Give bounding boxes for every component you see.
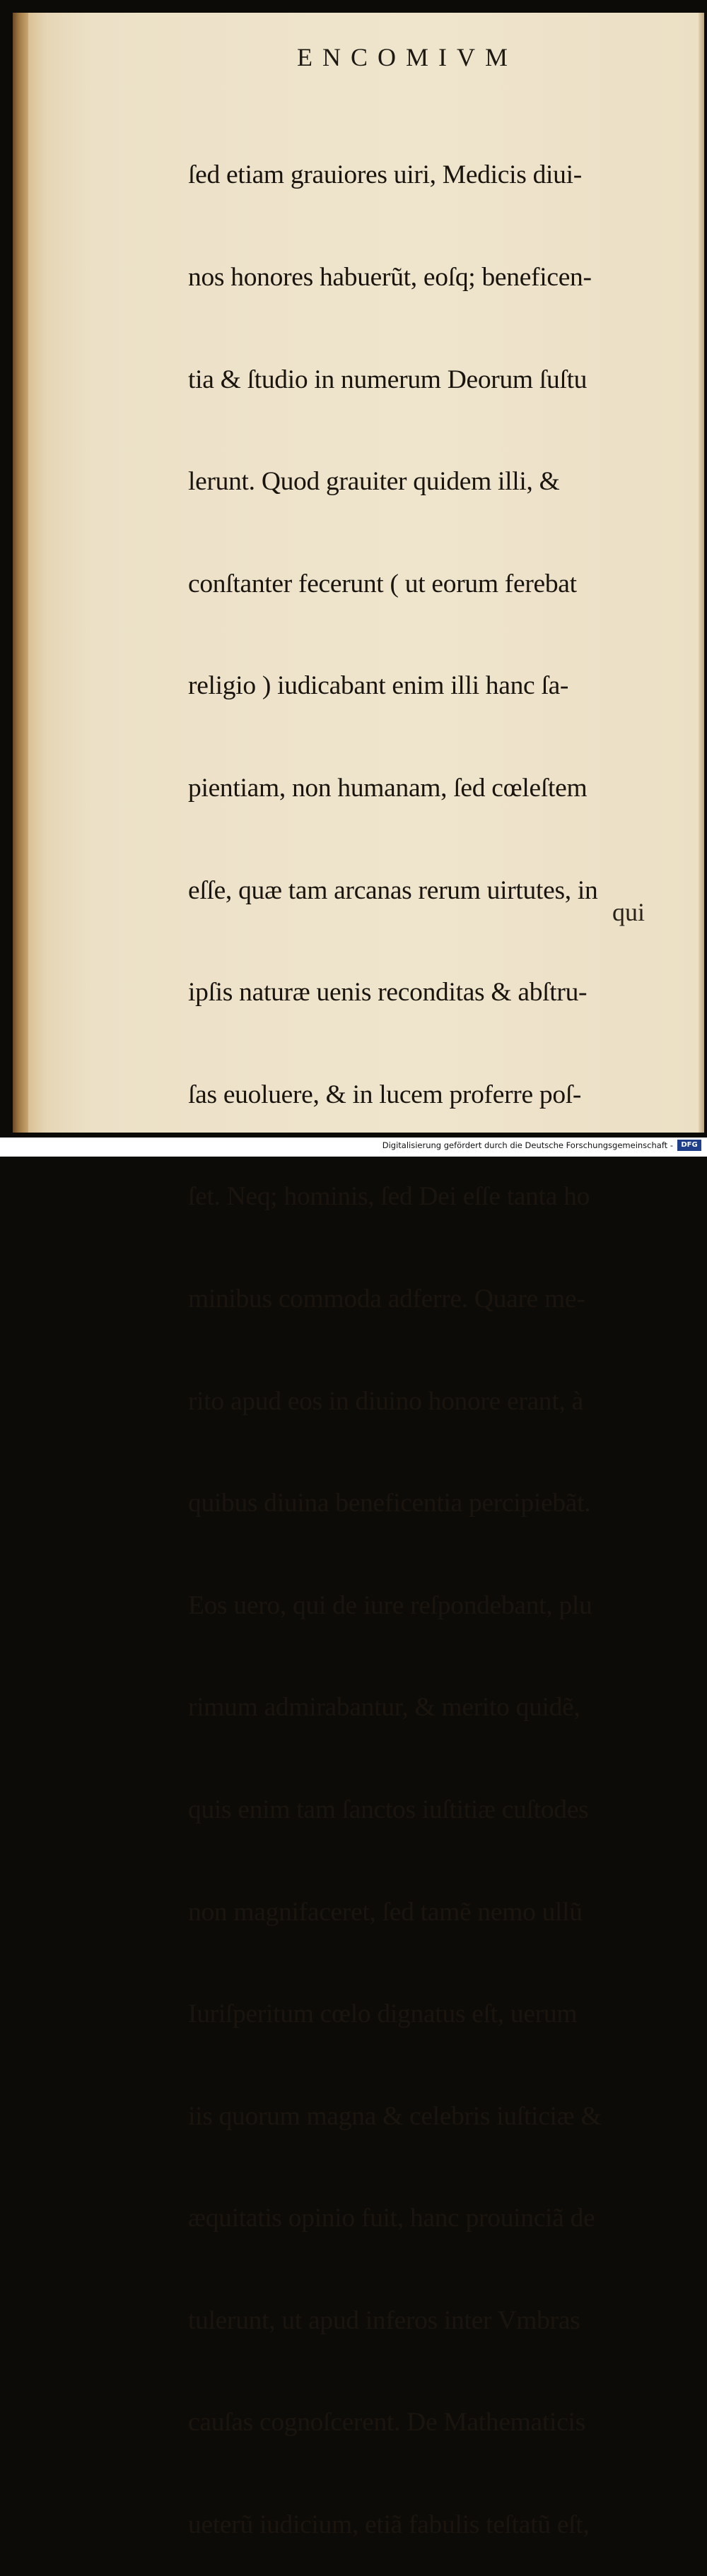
catchword: qui (612, 898, 645, 926)
text-line: Eos uero, qui de iure reſpondebant, plu (188, 1590, 592, 1620)
text-line: cauſas cognoſcerent. De Mathematicis (188, 2408, 585, 2438)
text-line: nos honores habuerũt, eoſq; beneficen- (188, 263, 592, 292)
text-line: Iuriſperitum cœlo dignatus eſt, uerum (188, 1999, 578, 2029)
page-edge (699, 13, 704, 1133)
book-spine (13, 13, 28, 1133)
text-line: iis quorum magna & celebris iuſticiæ & (188, 2101, 602, 2131)
text-line: ſed etiam grauiores uiri, Medicis diui- (188, 160, 582, 190)
text-line: religio ) iudicabant enim illi hanc ſa- (188, 671, 569, 701)
digitization-footer (0, 1138, 707, 1157)
running-header: ENCOMIVM (297, 43, 518, 71)
text-line: pientiam, non humanam, ſed cœleſtem (188, 773, 588, 803)
text-line: non magnifaceret, ſed tamẽ nemo ullũ (188, 1897, 583, 1927)
text-line: ſas euoluere, & in lucem proferre poſ- (188, 1080, 582, 1109)
text-line: conſtanter fecerunt ( ut eorum ferebat (188, 569, 577, 598)
text-line: tia & ſtudio in numerum Deorum ſuſtu (188, 365, 588, 394)
text-line: ipſis naturæ uenis reconditas & abſtru- (188, 978, 588, 1008)
dfg-logo[interactable]: DFG (677, 1140, 701, 1151)
text-line: eſſe, quæ tam arcanas rerum uirtutes, in (188, 875, 598, 905)
text-line: æquitatis opinio fuit, hanc prouinciã de (188, 2204, 595, 2233)
text-line: quis enim tam ſanctos iuſtitiæ cuſtodes (188, 1795, 589, 1824)
text-line: tulerunt, ut apud inferos inter Vmbras (188, 2305, 580, 2335)
text-line: quibus diuina beneficentia percipiebãt. (188, 1489, 591, 1518)
text-line: ueterũ iudicium, etiã fabulis teſtatũ eſt, (188, 2510, 590, 2540)
text-line: minibus commoda adferre. Quare me- (188, 1284, 585, 1313)
text-line: rimum admirabantur, & merito quidẽ, (188, 1693, 580, 1723)
text-line: ſet. Neq; hominis, ſed Dei eſſe tanta ho (188, 1182, 590, 1212)
funding-notice: Digitalisierung gefördert durch die Deutsche Forschungsgemeinschaft - (382, 1140, 673, 1150)
text-line: lerunt. Quod grauiter quidem illi, & (188, 467, 560, 497)
text-line: rito apud eos in diuino honore erant, à (188, 1386, 583, 1416)
main-text-block (188, 90, 669, 2576)
